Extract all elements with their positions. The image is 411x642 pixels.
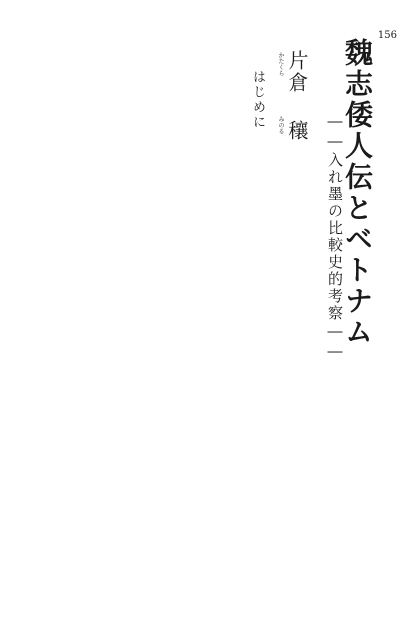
author-given-ruby: みのる: [277, 116, 284, 134]
author-given-name: 穰: [285, 120, 309, 140]
section-heading: はじめに: [250, 70, 265, 130]
article-title: 魏志倭人伝とベトナム: [341, 38, 374, 348]
page-number: 156: [377, 30, 397, 41]
author-family-name: 片倉: [285, 50, 309, 94]
article-subtitle: ――入れ墨の比較史的考察――: [326, 112, 344, 362]
author-family-ruby: かたくら: [277, 52, 284, 76]
